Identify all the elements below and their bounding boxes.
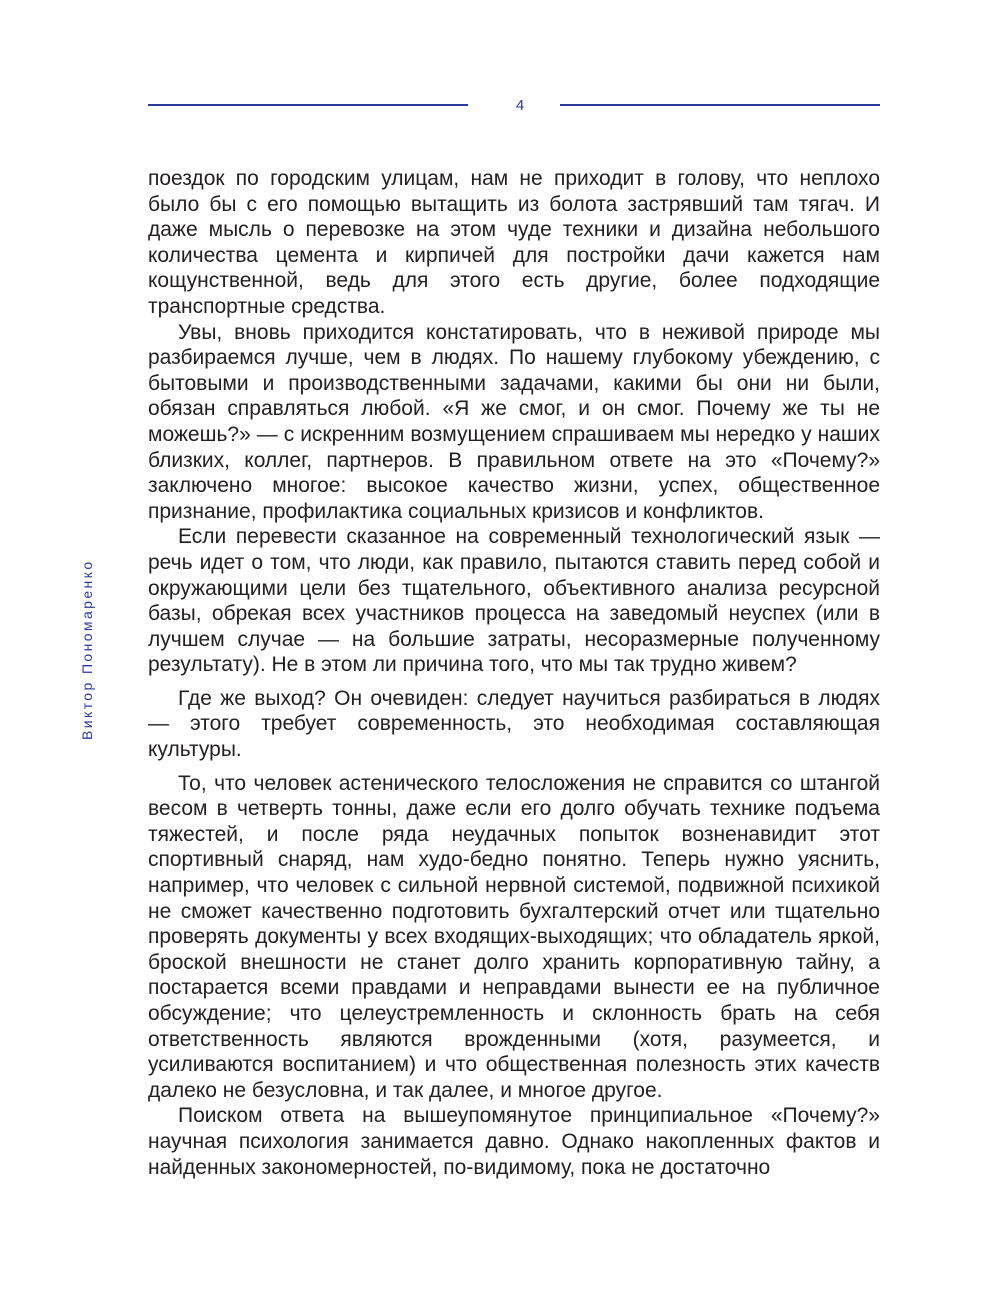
side-author-label: Виктор Пономаренко bbox=[79, 559, 95, 740]
paragraph-1: поездок по городским улицам, нам не приходит в голову, что неплохо было бы с его помощью вытащить из болота застрявший там тягач. И даже мысль о перевозке на этом чуде техники и дизайна небольшого количества цемента и кирпичей для постройки дачи кажется нам кощунственной, ведь для этого есть другие, более подходящие транспортные средства. bbox=[148, 167, 880, 318]
header-rule-left bbox=[148, 104, 468, 106]
paragraph-3: Если перевести сказанное на современный технологический язык — речь идет о том, что люди, как правило, пытаются ставить перед собой и окружающими цели без тщательного, объективного анализа ресурсной базы, обрекая всех участников процесса на заведомый неуспех (или в лучшем случае — на большие затраты, несоразмерные полученному результату). Не в этом ли причина того, что мы так трудно живем? bbox=[148, 525, 880, 677]
main-text bbox=[148, 166, 880, 1180]
header-rule-right bbox=[560, 104, 880, 106]
page-number: 4 bbox=[515, 97, 525, 114]
paragraph-6: Поиском ответа на вышеупомянутое принципиальное «Почему?» научная психология занимается давно. Однако накопленных фактов и найденных закономерностей, по-видимому, пока не достаточно bbox=[148, 1104, 880, 1179]
paragraph-5: То, что человек астенического телосложения не справится со штангой весом в четверть тонны, даже если его долго обучать технике подъема тяжестей, и после ряда неудачных попыток возненавидит этот спортивный снаряд, нам худо-бедно понятно. Теперь нужно уяснить, например, что человек с сильной нервной системой, подвижной психикой не сможет качественно подготовить бухгалтерский отчет или тщательно проверять документы у всех входящих-выходящих; что обладатель яркой, броской внешности не станет долго хранить корпоративную тайну, а постарается всеми правдами и неправдами вынести ее на публичное обсуждение; что целеустремленность и склонность брать на себя ответственность являются врожденными (хотя, разумеется, и усиливаются воспитанием) и что общественная полезность этих качеств далеко не безусловна, и так далее, и многое другое. bbox=[148, 771, 880, 1102]
paragraph-2: Увы, вновь приходится констатировать, что в неживой природе мы разбираемся лучше, чем в людях. По нашему глубокому убеждению, с бытовыми и производственными задачами, какими бы они ни были, обязан справляться любой. «Я же смог, и он смог. Почему же ты не можешь?» — с искренним возмущением спрашиваем мы нередко у наших близких, коллег, партнеров. В правильном ответе на это «Почему?» заключено многое: высокое качество жизни, успех, общественное признание, профилактика социальных кризисов и конфликтов. bbox=[148, 320, 880, 523]
paragraph-4: Где же выход? Он очевиден: следует научиться разбираться в людях — этого требует современность, это необходимая составляющая культуры. bbox=[148, 686, 880, 762]
